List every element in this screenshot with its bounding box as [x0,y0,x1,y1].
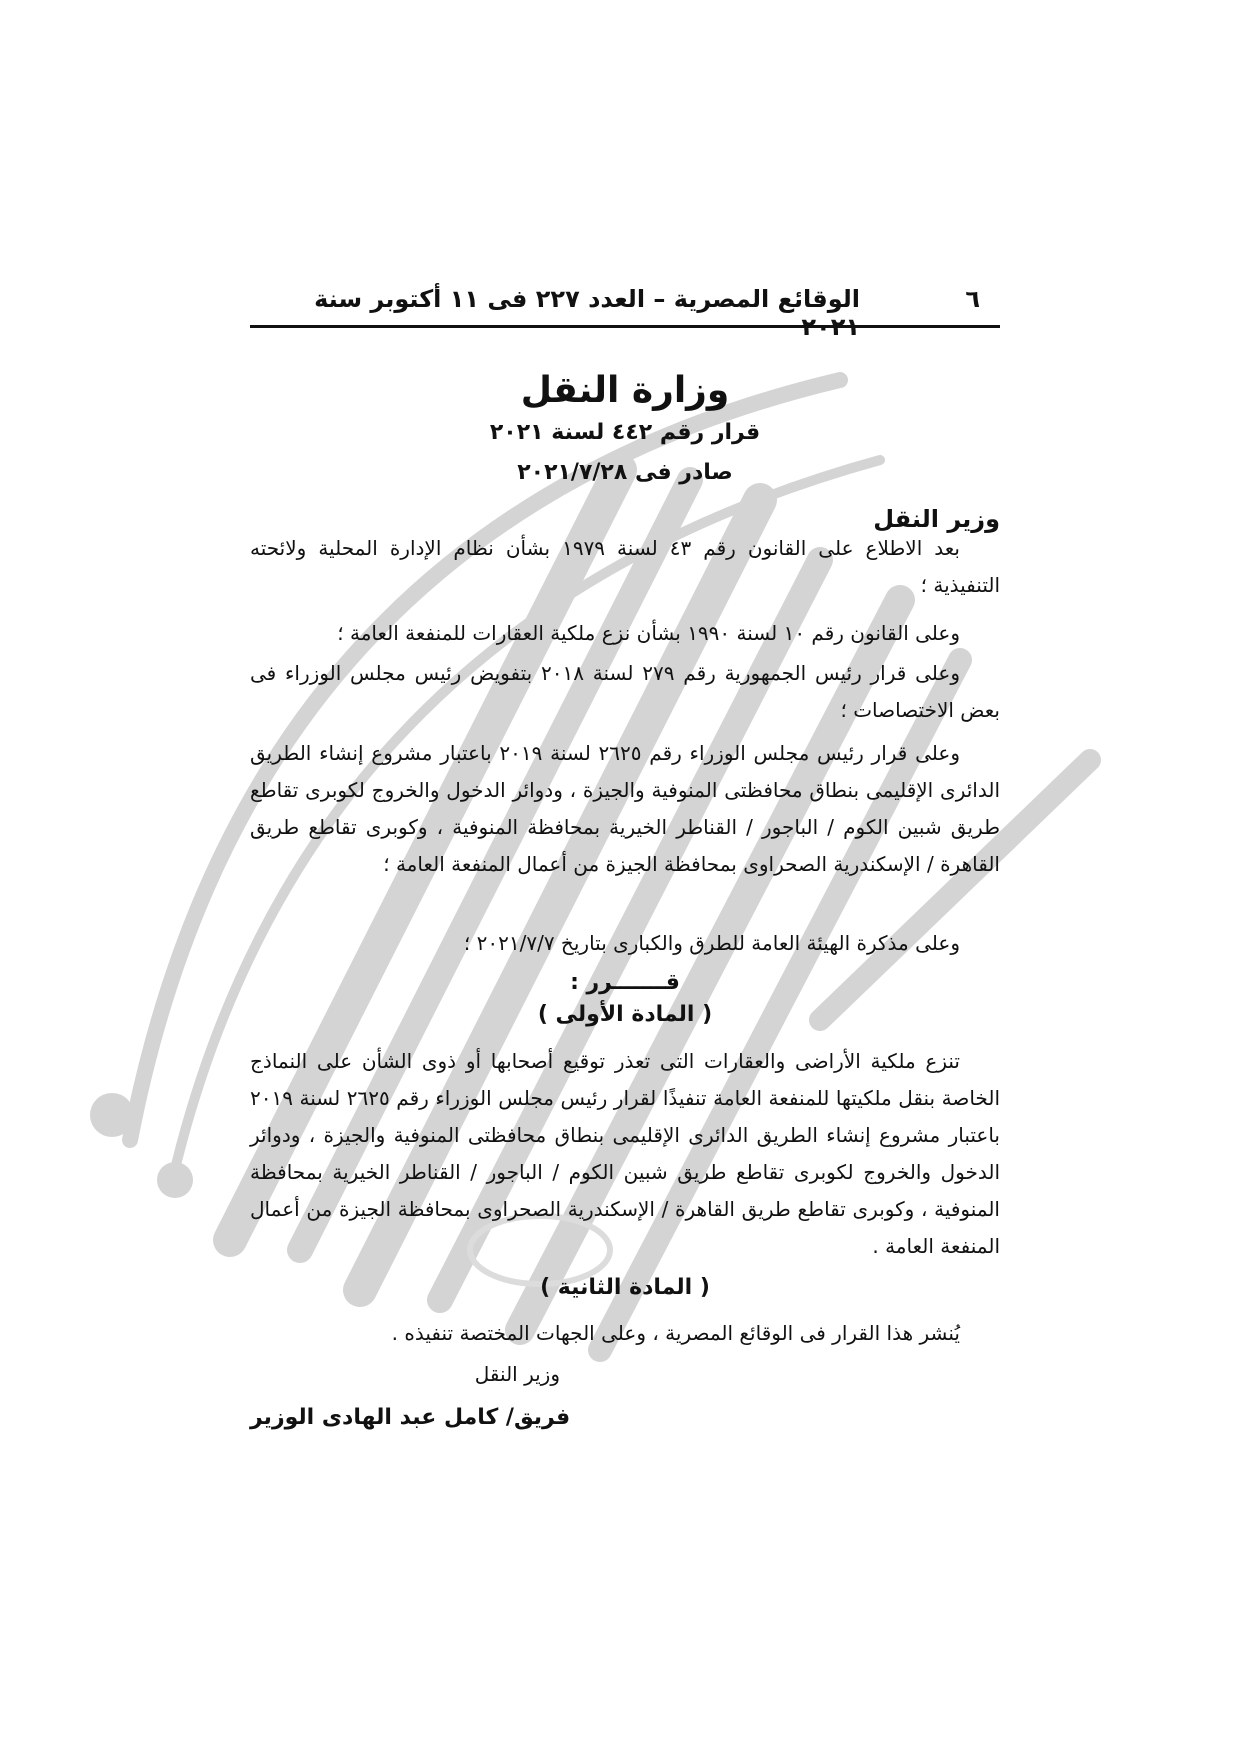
preamble-paragraph: وعلى مذكرة الهيئة العامة للطرق والكبارى بتاريخ ٢٠٢١/٧/٧ ؛ [463,931,960,955]
gazette-header [250,285,1000,341]
ministry-title: وزارة النقل [520,370,730,411]
preamble-paragraph: بعد الاطلاع على القانون رقم ٤٣ لسنة ١٩٧٩ بشأن نظام الإدارة المحلية ولائحته التنفيذية ؛ [250,536,1000,597]
decided-heading: قـــــــرر : [570,970,680,995]
watermark-dot-icon [90,1093,134,1137]
article-one-heading: ( المادة الأولى ) [537,1002,713,1027]
preamble-paragraph: وعلى قرار رئيس مجلس الوزراء رقم ٢٦٢٥ لسنة ٢٠١٩ باعتبار مشروع إنشاء الطريق الدائرى الإقليمى بنطاق محافظتى المنوفية والجيزة ، ودوائر الدخول والخروج لكوبرى تقاطع طريق شبين الكوم / الباجور / القناطر الخيرية بمحافظة المنوفية ، وكوبرى تقاطع طريق القاهرة / الإسكندرية الصحراوى بمحافظة الجيزة من أعمال المنفعة العامة ؛ [250,741,1000,876]
article-two-heading: ( المادة الثانية ) [540,1275,710,1300]
article-one-text: تنزع ملكية الأراضى والعقارات التى تعذر توقيع أصحابها أو ذوى الشأن على النماذج الخاصة بنقل ملكيتها للمنفعة العامة تنفيذًا لقرار رئيس مجلس الوزراء رقم ٢٦٢٥ لسنة ٢٠١٩ باعتبار مشروع إنشاء الطريق الدائرى الإقليمى بنطاق محافظتى المنوفية والجيزة ، ودوائر الدخول والخروج لكوبرى تقاطع طريق شبين الكوم / الباجور / القناطر الخيرية بمحافظة المنوفية ، وكوبرى تقاطع طريق القاهرة / الإسكندرية الصحراوى بمحافظة الجيزة من أعمال المنفعة العامة . [250,1049,1000,1258]
watermark-dot-icon [157,1162,193,1198]
signer-title: وزير النقل [474,1362,560,1386]
decree-number: قرار رقم ٤٤٢ لسنة ٢٠٢١ [489,420,761,445]
article-two-text: يُنشر هذا القرار فى الوقائع المصرية ، وعلى الجهات المختصة تنفيذه . [391,1321,960,1345]
document-content [250,0,1000,1754]
signer-name: فريق/ كامل عبد الهادى الوزير [250,1405,571,1430]
issue-date: صادر فى ٢٠٢١/٧/٢٨ [517,460,733,485]
preamble-paragraph: وعلى القانون رقم ١٠ لسنة ١٩٩٠ بشأن نزع ملكية العقارات للمنفعة العامة ؛ [337,621,960,645]
minister-heading: وزير النقل [873,505,1000,533]
page-number: ٦ [965,285,980,313]
header-title: الوقائع المصرية – العدد ٢٢٧ فى ١١ أكتوبر سنة ٢٠٢١ [314,285,860,341]
preamble-paragraph: وعلى قرار رئيس الجمهورية رقم ٢٧٩ لسنة ٢٠١٨ بتفويض رئيس مجلس الوزراء فى بعض الاختصاصات ؛ [250,661,1000,722]
